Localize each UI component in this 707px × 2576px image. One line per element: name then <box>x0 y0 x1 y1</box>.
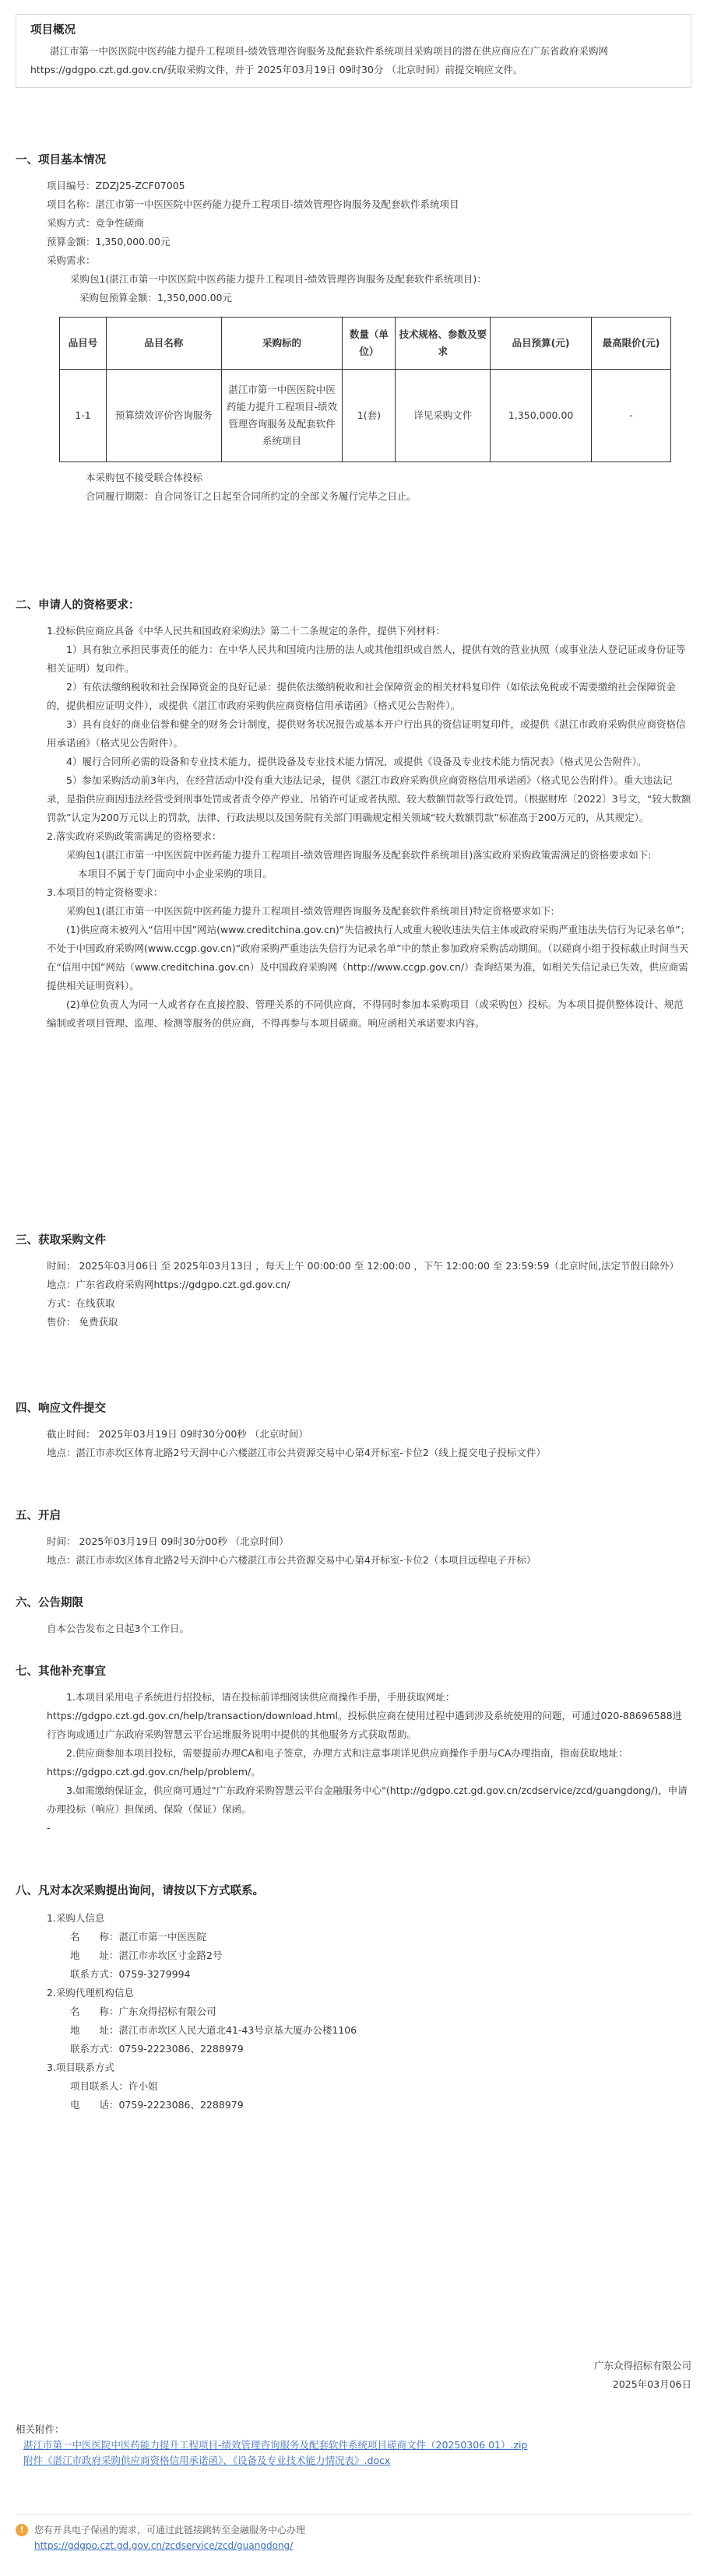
section-7-title: 七、其他补充事宜 <box>16 1665 106 1678</box>
submission-deadline: 截止时间： 2025年03月19日 09时30分00秒 （北京时间） <box>47 1428 308 1440</box>
obtain-time: 时间： 2025年03月06日 至 2025年03月13日 ，每天上午 00:00:00 至 12:00:00 ，下午 12:00:00 至 23:59:59（北京时间,法定节假日除外） <box>47 1260 679 1272</box>
procurement-method: 采购方式：竞争性磋商 <box>47 217 145 229</box>
cell-quantity: 1(套) <box>343 370 396 462</box>
qual-p1d: 4）履行合同所必需的设备和专业技术能力，提供设备及专业技术能力情况，或提供《设备及专业技术能力情况表》（格式见公告附件）。 <box>66 756 647 767</box>
project-overview-box <box>16 14 691 88</box>
purchaser-address: 地 址：湛江市赤坎区寸金路2号 <box>70 1950 223 1961</box>
section-8-title: 八、凡对本次采购提出询问，请按以下方式联系。 <box>16 1885 264 1897</box>
purchaser-heading: 1.采购人信息 <box>47 1912 105 1924</box>
qual-p3b: (1)供应商未被列入“信用中国”网站(www.creditchina.gov.cn)“失信被执行人或重大税收违法失信主体或政府采购严重违法失信行为记录名单”；不处于中国政府采购网(www.ccgp.gov.cn)“政府采购严重违法失信行为记录名单”中的禁止参加政府采购活动期间。（以磋商小组于投标截止时间当天在“信用中国”网站（www.creditchina.gov.cn）及中国政府采购网（http://www.ccgp.gov.cn/）查询结果为准，如相关失信记录已失效，供应商需提供相关证明资料）。 <box>47 924 691 991</box>
overview-title: 项目概况 <box>30 24 76 37</box>
qual-p3a: 采购包1(湛江市第一中医医院中医药能力提升工程项目-绩效管理咨询服务及配套软件系统项目)特定资格要求如下: <box>66 905 554 917</box>
info-icon: ! <box>16 2524 28 2536</box>
col-max-price: 最高限价(元) <box>592 318 671 370</box>
cell-item-name: 预算绩效评价咨询服务 <box>106 370 221 462</box>
section-6-title: 六、公告期限 <box>16 1597 83 1609</box>
notice-link[interactable]: https://gdgpo.czt.gd.gov.cn/zcdservice/zcd/guangdong/ <box>34 2540 294 2551</box>
qual-p1e: 5）参加采购活动前3年内，在经营活动中没有重大违法记录，提供《湛江市政府采购供应商资格信用承诺函》（格式见公告附件）。重大违法记录，是指供应商因违法经营受到刑事处罚或者责令停产停业、吊销许可证或者执照、较大数额罚款等行政处罚。（根据财库〔2022〕3号文，“较大数额罚款”认定为200万元以上的罚款，法律、行政法规以及国务院有关部门明确规定相关领域“较大数额罚款”标准高于200万元的，从其规定）。 <box>47 774 691 823</box>
purchaser-name: 名 称：湛江市第一中医医院 <box>70 1931 207 1943</box>
opening-time: 时间： 2025年03月19日 09时30分00秒 （北京时间） <box>47 1535 289 1547</box>
col-budget: 品目预算(元) <box>491 318 592 370</box>
obtain-price: 售价： 免费获取 <box>47 1316 118 1328</box>
period-body: 自本公告发布之日起3个工作日。 <box>47 1623 189 1634</box>
signature-org: 广东众得招标有限公司 <box>593 2360 691 2371</box>
qual-p2a: 采购包1(湛江市第一中医医院中医药能力提升工程项目-绩效管理咨询服务及配套软件系统项目)落实政府采购政策需满足的资格要求如下: <box>66 849 652 861</box>
col-item-no: 品目号 <box>60 318 107 370</box>
col-item-name: 品目名称 <box>106 318 221 370</box>
procurement-demand: 采购需求： <box>47 254 96 266</box>
project-contact-person: 项目联系人：许小姐 <box>70 2080 158 2092</box>
budget-table-wrap <box>59 317 671 462</box>
qual-p3: 3.本项目的特定资格要求： <box>47 886 164 898</box>
section-period <box>16 1594 691 1638</box>
section-submission <box>16 1399 691 1462</box>
supp-p2: 2.供应商参加本项目投标，需要提前办理CA和电子签章，办理方式和注意事项详见供应商操作手册与CA办理指南，指南获取地址：https://gdgpo.czt.gd.gov.cn/help/problem/。 <box>47 1747 628 1778</box>
section-4-title: 四、响应文件提交 <box>16 1402 106 1415</box>
guarantee-notice <box>16 2514 691 2553</box>
attachment-link-docx[interactable]: 附件《湛江市政府采购供应商资格信用承诺函》、《设备及专业技术能力情况表》.docx <box>23 2455 391 2466</box>
notice-text: 您有开具电子保函的需求，可通过此链接跳转至金融服务中心办理 <box>34 2525 306 2536</box>
cell-budget: 1,350,000.00 <box>491 370 592 462</box>
col-subject: 采购标的 <box>221 318 343 370</box>
signature-block <box>16 2357 691 2394</box>
section-basic-info <box>16 151 691 506</box>
project-name: 项目名称：湛江市第一中医医院中医药能力提升工程项目-绩效管理咨询服务及配套软件系统项目 <box>47 198 459 210</box>
project-contact-heading: 3.项目联系方式 <box>47 2062 114 2073</box>
budget-amount: 预算金额：1,350,000.00元 <box>47 236 171 247</box>
supp-p3: 3.如需缴纳保证金，供应商可通过"广东政府采购智慧云平台金融服务中心"(http://gdgpo.czt.gd.gov.cn/zcdservice/zcd/guangdong/)，申请办理投标（响应）担保函、保险（保证）保函。 <box>47 1785 688 1815</box>
overview-body: 湛江市第一中医医院中医药能力提升工程项目-绩效管理咨询服务及配套软件系统项目采购项目的潜在供应商应在广东省政府采购网https://gdgpo.czt.gd.gov.cn/获取采购文件，并于 2025年03月19日 09时30分 （北京时间）前提交响应文件。 <box>30 45 609 75</box>
purchaser-phone: 联系方式：0759-3279994 <box>70 1968 191 1980</box>
cell-item-no: 1-1 <box>60 370 107 462</box>
section-opening <box>16 1507 691 1570</box>
section-2-title: 二、申请人的资格要求： <box>16 599 140 612</box>
attachments-block <box>16 2422 691 2469</box>
submission-place: 地点：湛江市赤坎区体育北路2号天润中心六楼湛江市公共资源交易中心第4开标室-卡位2（线上提交电子投标文件） <box>47 1447 546 1458</box>
contract-term: 合同履行期限：自合同签订之日起至合同所约定的全部义务履行完毕之日止。 <box>86 490 417 502</box>
agency-name: 名 称：广东众得招标有限公司 <box>70 2006 216 2017</box>
signature-date: 2025年03月06日 <box>612 2378 691 2390</box>
package-budget: 采购包预算金额：1,350,000.00元 <box>79 292 232 304</box>
obtain-method: 方式：在线获取 <box>47 1297 115 1309</box>
qual-p2: 2.落实政府采购政策需满足的资格要求： <box>47 830 222 842</box>
col-spec: 技术规格、参数及要求 <box>396 318 491 370</box>
attachments-label: 相关附件： <box>16 2423 65 2435</box>
col-quantity: 数量（单位） <box>343 318 396 370</box>
section-5-title: 五、开启 <box>16 1510 61 1522</box>
project-contact-phone: 电 话：0759-2223086、2288979 <box>70 2099 244 2111</box>
cell-max-price: - <box>592 370 671 462</box>
attachment-link-zip[interactable]: 湛江市第一中医医院中医药能力提升工程项目-绩效管理咨询服务及配套软件系统项目磋商文件（20250306 01）.zip <box>23 2439 528 2451</box>
agency-heading: 2.采购代理机构信息 <box>47 1987 134 1999</box>
section-1-title: 一、项目基本情况 <box>16 154 106 167</box>
package-title: 采购包1(湛江市第一中医医院中医药能力提升工程项目-绩效管理咨询服务及配套软件系统项目)： <box>70 273 487 285</box>
no-consortium-note: 本采购包不接受联合体投标 <box>86 472 203 483</box>
agency-phone: 联系方式：0759-2223086、2288979 <box>70 2043 244 2055</box>
section-contacts <box>16 1882 691 2114</box>
announcement-page <box>0 14 707 2576</box>
table-row <box>60 370 671 462</box>
budget-table <box>59 317 671 462</box>
section-3-title: 三、获取采购文件 <box>16 1234 106 1247</box>
cell-subject: 湛江市第一中医医院中医药能力提升工程项目-绩效管理咨询服务及配套软件系统项目 <box>221 370 343 462</box>
section-qualifications <box>16 596 691 1033</box>
table-header-row <box>60 318 671 370</box>
supp-p1: 1.本项目采用电子系统进行招投标，请在投标前详细阅读供应商操作手册，手册获取网址：https://gdgpo.czt.gd.gov.cn/help/transaction/download.html。投标供应商在使用过程中遇到涉及系统使用的问题，可通过020-88696588进行咨询或通过广东政府采购智慧云平台运维服务说明中提供的其他服务方式获取帮助。 <box>47 1691 683 1740</box>
qual-p1b: 2）有依法缴纳税收和社会保障资金的良好记录：提供依法缴纳税收和社会保障资金的相关材料复印件（如依法免税或不需要缴纳社会保障资金的，提供相应证明文件），或提供《湛江市政府采购供应商资格信用承诺函》（格式见公告附件）。 <box>47 681 676 711</box>
section-obtain-docs <box>16 1231 691 1332</box>
project-number: 项目编号：ZDZJ25-ZCF07005 <box>47 180 185 191</box>
supp-dash: - <box>47 1822 51 1834</box>
cell-spec: 详见采购文件 <box>396 370 491 462</box>
qual-p1a: 1）具有独立承担民事责任的能力：在中华人民共和国境内注册的法人或其他组织或自然人，提供有效的营业执照（或事业法人登记证或身份证等相关证明）复印件。 <box>47 644 686 674</box>
obtain-place: 地点：广东省政府采购网https://gdgpo.czt.gd.gov.cn/ <box>47 1279 290 1290</box>
qual-p2b: 本项目不属于专门面向中小企业采购的项目。 <box>78 868 273 879</box>
section-supplementary <box>16 1662 691 1837</box>
opening-place: 地点：湛江市赤坎区体育北路2号天润中心六楼湛江市公共资源交易中心第4开标室-卡位2（本项目远程电子开标） <box>47 1554 536 1566</box>
agency-address: 地 址：湛江市赤坎区人民大道北41-43号京基大厦办公楼1106 <box>70 2024 357 2036</box>
qual-p3c: (2)单位负责人为同一人或者存在直接控股、管理关系的不同供应商，不得同时参加本采购项目（或采购包）投标。为本项目提供整体设计、规范编制或者项目管理、监理、检测等服务的供应商，不得再参与本项目磋商。响应函相关承诺要求内容。 <box>47 998 684 1029</box>
qual-p1c: 3）具有良好的商业信誉和健全的财务会计制度，提供财务状况报告或基本开户行出具的资信证明复印件，或提供《湛江市政府采购供应商资格信用承诺函》（格式见公告附件）。 <box>47 718 686 749</box>
qual-p1: 1.投标供应商应具备《中华人民共和国政府采购法》第二十二条规定的条件，提供下列材料： <box>47 625 445 637</box>
